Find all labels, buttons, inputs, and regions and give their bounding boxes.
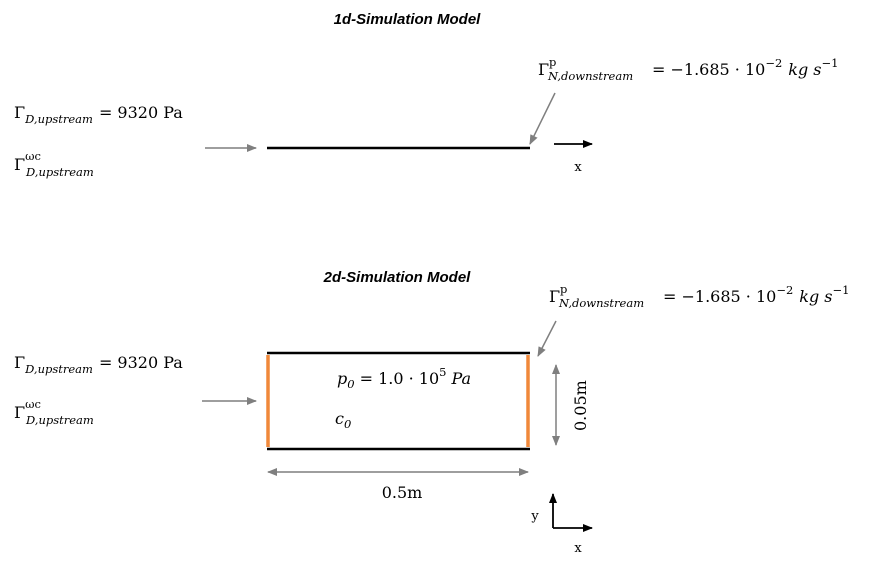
x-axis-label-2d: x <box>574 541 582 556</box>
width-dimension-label: 0.5m <box>381 483 423 502</box>
height-dimension-label: 0.05m <box>571 380 590 431</box>
upstream-concentration-label-2d <box>14 397 94 427</box>
svg-text:= −1.685 · 10−2kg s−1: = $-1.685 \cdot 10^{-2}$ kg $s^{-1}$ <box>652 56 839 79</box>
upstream-subscript: D,upstream <box>25 112 93 126</box>
upstream-pressure-label-2d <box>14 353 183 376</box>
upstream-pressure-label-1d <box>14 103 183 126</box>
omega-superscript: ωc <box>25 149 41 163</box>
svg-text:p0= 1.0 · 105Pa: $p_0 = 1.0 \cdot 10^5$ Pa <box>337 365 472 391</box>
svg-text:N,downstream: N,downstream <box>548 69 634 83</box>
svg-text:Γωc: $\Gamma^{\omega c}$ <box>14 149 41 174</box>
upstream-concentration-label-1d <box>14 149 94 179</box>
svg-text:= −1.685 · 10−2kg s−1: = $-1.685 \cdot 10^{-2}$ kg $s^{-1}$ <box>663 283 850 306</box>
svg-text:Γ: Γ <box>549 287 561 306</box>
svg-text:Γ: Γ <box>538 60 550 79</box>
title-2d: 2d-Simulation Model <box>323 269 471 286</box>
svg-text:c0: $c_0$ <box>335 409 352 431</box>
y-axis-label-2d: y <box>531 509 539 524</box>
downstream-pointer-1d <box>530 93 555 144</box>
svg-text:N,downstream: N,downstream <box>559 296 645 310</box>
svg-text:Γωc: $\Gamma^{\omega c}$ <box>14 397 41 422</box>
x-axis-label-1d: x <box>574 160 582 175</box>
svg-text:p: p <box>549 55 557 69</box>
upstream-value: = 9320 Pa <box>98 103 183 122</box>
downstream-flux-label-2d <box>549 282 849 310</box>
downstream-pointer-2d <box>538 321 556 356</box>
downstream-flux-label-1d <box>538 55 838 83</box>
svg-text:D,upstream: D,upstream <box>26 413 94 427</box>
svg-text:p: p <box>560 282 568 296</box>
omega-subscript: D,upstream <box>26 165 94 179</box>
svg-text:ΓD,upstream= 9320 Pa <box>14 103 183 126</box>
initial-pressure-label <box>337 365 471 391</box>
title-1d: 1d-Simulation Model <box>333 11 481 28</box>
svg-text:ΓD,upstream= 9320 Pa: $\Gamma_{D,upstream} = 9320$ Pa <box>14 353 183 376</box>
gamma-symbol: Γ <box>14 103 26 122</box>
initial-concentration-label <box>335 409 351 431</box>
